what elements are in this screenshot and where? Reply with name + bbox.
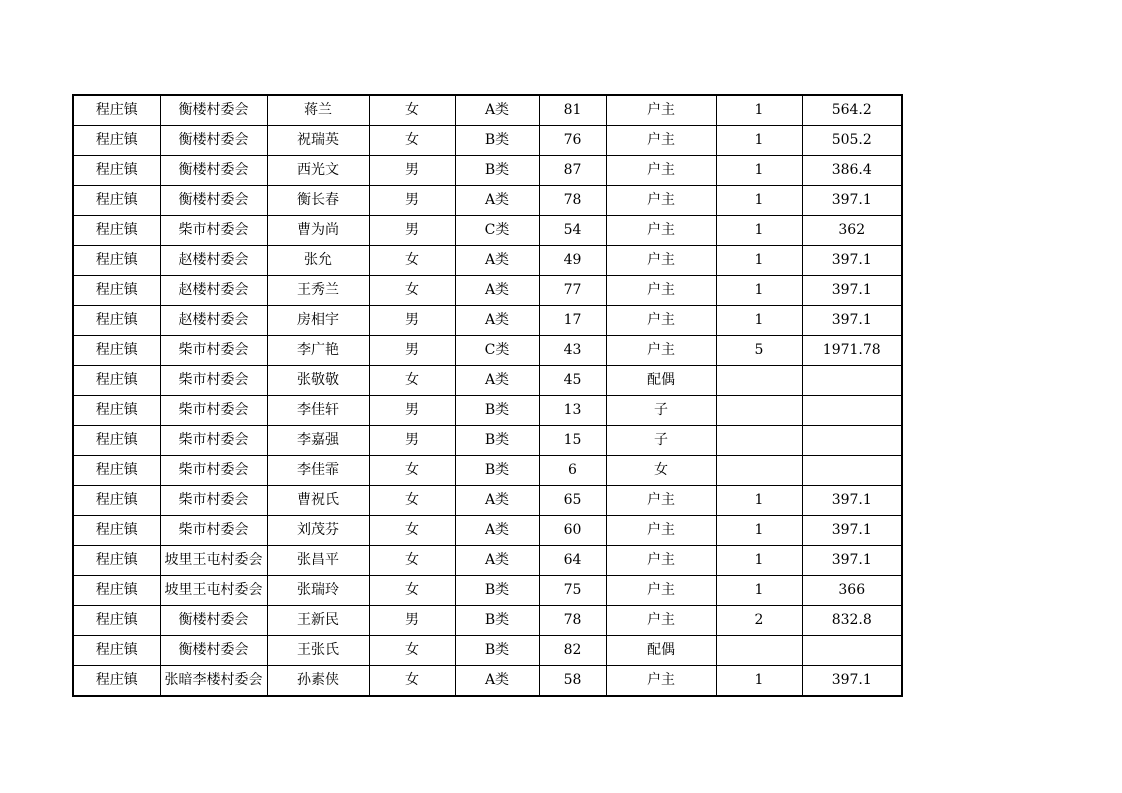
gender-cell: 女	[369, 576, 455, 606]
count-cell: 1	[716, 186, 802, 216]
age-cell: 75	[539, 576, 606, 606]
age-cell: 81	[539, 95, 606, 126]
relation-cell: 户主	[606, 666, 716, 697]
name-cell: 李嘉强	[267, 426, 369, 456]
relation-cell: 子	[606, 396, 716, 426]
count-cell: 1	[716, 546, 802, 576]
count-cell: 2	[716, 606, 802, 636]
gender-cell: 女	[369, 636, 455, 666]
gender-cell: 男	[369, 396, 455, 426]
village-cell: 柴市村委会	[160, 336, 267, 366]
relation-cell: 户主	[606, 276, 716, 306]
relation-cell: 户主	[606, 606, 716, 636]
relation-cell: 户主	[606, 546, 716, 576]
count-cell: 1	[716, 516, 802, 546]
category-cell: A类	[455, 95, 539, 126]
village-cell: 柴市村委会	[160, 396, 267, 426]
name-cell: 王新民	[267, 606, 369, 636]
amount-cell: 397.1	[802, 276, 902, 306]
table-row	[73, 486, 902, 516]
count-cell: 1	[716, 666, 802, 697]
table-body	[73, 95, 902, 696]
town-cell: 程庄镇	[73, 486, 160, 516]
count-cell	[716, 396, 802, 426]
relation-cell: 女	[606, 456, 716, 486]
name-cell: 衡长春	[267, 186, 369, 216]
name-cell: 张敬敬	[267, 366, 369, 396]
relation-cell: 户主	[606, 246, 716, 276]
name-cell: 曹为尚	[267, 216, 369, 246]
town-cell: 程庄镇	[73, 95, 160, 126]
village-cell: 衡楼村委会	[160, 186, 267, 216]
table-row	[73, 246, 902, 276]
town-cell: 程庄镇	[73, 336, 160, 366]
table-row	[73, 126, 902, 156]
amount-cell: 366	[802, 576, 902, 606]
table-row	[73, 396, 902, 426]
category-cell: A类	[455, 306, 539, 336]
town-cell: 程庄镇	[73, 276, 160, 306]
village-cell: 赵楼村委会	[160, 306, 267, 336]
town-cell: 程庄镇	[73, 156, 160, 186]
table-row	[73, 366, 902, 396]
town-cell: 程庄镇	[73, 366, 160, 396]
table-row	[73, 95, 902, 126]
town-cell: 程庄镇	[73, 126, 160, 156]
table-row	[73, 606, 902, 636]
count-cell: 1	[716, 156, 802, 186]
village-cell: 衡楼村委会	[160, 126, 267, 156]
amount-cell: 397.1	[802, 486, 902, 516]
table-row	[73, 336, 902, 366]
relation-cell: 户主	[606, 516, 716, 546]
category-cell: A类	[455, 486, 539, 516]
amount-cell: 362	[802, 216, 902, 246]
gender-cell: 女	[369, 516, 455, 546]
table-row	[73, 516, 902, 546]
age-cell: 13	[539, 396, 606, 426]
category-cell: A类	[455, 186, 539, 216]
age-cell: 87	[539, 156, 606, 186]
gender-cell: 男	[369, 186, 455, 216]
gender-cell: 女	[369, 126, 455, 156]
age-cell: 6	[539, 456, 606, 486]
gender-cell: 女	[369, 276, 455, 306]
age-cell: 15	[539, 426, 606, 456]
count-cell: 1	[716, 576, 802, 606]
age-cell: 43	[539, 336, 606, 366]
village-cell: 坡里王屯村委会	[160, 576, 267, 606]
town-cell: 程庄镇	[73, 186, 160, 216]
amount-cell	[802, 636, 902, 666]
relation-cell: 户主	[606, 156, 716, 186]
name-cell: 李佳霏	[267, 456, 369, 486]
relation-cell: 户主	[606, 576, 716, 606]
relation-cell: 户主	[606, 306, 716, 336]
table-row	[73, 576, 902, 606]
name-cell: 张瑞玲	[267, 576, 369, 606]
table-row	[73, 156, 902, 186]
relation-cell: 配偶	[606, 636, 716, 666]
table-row	[73, 276, 902, 306]
relation-cell: 户主	[606, 336, 716, 366]
count-cell	[716, 456, 802, 486]
relation-cell: 户主	[606, 486, 716, 516]
town-cell: 程庄镇	[73, 456, 160, 486]
name-cell: 王张氏	[267, 636, 369, 666]
gender-cell: 男	[369, 336, 455, 366]
gender-cell: 男	[369, 216, 455, 246]
gender-cell: 男	[369, 426, 455, 456]
amount-cell	[802, 456, 902, 486]
category-cell: B类	[455, 156, 539, 186]
town-cell: 程庄镇	[73, 246, 160, 276]
age-cell: 65	[539, 486, 606, 516]
category-cell: C类	[455, 216, 539, 246]
village-cell: 衡楼村委会	[160, 636, 267, 666]
name-cell: 西光文	[267, 156, 369, 186]
amount-cell: 832.8	[802, 606, 902, 636]
age-cell: 78	[539, 186, 606, 216]
gender-cell: 女	[369, 666, 455, 697]
table-row	[73, 306, 902, 336]
village-cell: 柴市村委会	[160, 426, 267, 456]
relation-cell: 子	[606, 426, 716, 456]
amount-cell: 397.1	[802, 186, 902, 216]
age-cell: 54	[539, 216, 606, 246]
name-cell: 李佳轩	[267, 396, 369, 426]
table-row	[73, 666, 902, 697]
name-cell: 王秀兰	[267, 276, 369, 306]
age-cell: 78	[539, 606, 606, 636]
gender-cell: 女	[369, 546, 455, 576]
village-cell: 张暗李楼村委会	[160, 666, 267, 697]
name-cell: 蒋兰	[267, 95, 369, 126]
name-cell: 孙素侠	[267, 666, 369, 697]
category-cell: B类	[455, 576, 539, 606]
gender-cell: 男	[369, 606, 455, 636]
relation-cell: 户主	[606, 95, 716, 126]
amount-cell: 1971.78	[802, 336, 902, 366]
town-cell: 程庄镇	[73, 606, 160, 636]
count-cell	[716, 426, 802, 456]
age-cell: 76	[539, 126, 606, 156]
name-cell: 张允	[267, 246, 369, 276]
age-cell: 45	[539, 366, 606, 396]
village-cell: 赵楼村委会	[160, 246, 267, 276]
name-cell: 曹祝氏	[267, 486, 369, 516]
village-cell: 衡楼村委会	[160, 95, 267, 126]
count-cell: 5	[716, 336, 802, 366]
table-row	[73, 426, 902, 456]
age-cell: 58	[539, 666, 606, 697]
table-row	[73, 636, 902, 666]
amount-cell	[802, 396, 902, 426]
town-cell: 程庄镇	[73, 216, 160, 246]
relation-cell: 户主	[606, 186, 716, 216]
count-cell	[716, 366, 802, 396]
amount-cell: 397.1	[802, 666, 902, 697]
category-cell: B类	[455, 456, 539, 486]
village-cell: 柴市村委会	[160, 366, 267, 396]
relation-cell: 配偶	[606, 366, 716, 396]
name-cell: 张昌平	[267, 546, 369, 576]
table-row	[73, 216, 902, 246]
town-cell: 程庄镇	[73, 576, 160, 606]
town-cell: 程庄镇	[73, 396, 160, 426]
village-cell: 柴市村委会	[160, 216, 267, 246]
village-cell: 赵楼村委会	[160, 276, 267, 306]
count-cell: 1	[716, 95, 802, 126]
gender-cell: 男	[369, 156, 455, 186]
data-table	[72, 94, 903, 697]
village-cell: 衡楼村委会	[160, 156, 267, 186]
name-cell: 祝瑞英	[267, 126, 369, 156]
count-cell: 1	[716, 216, 802, 246]
category-cell: A类	[455, 276, 539, 306]
town-cell: 程庄镇	[73, 666, 160, 697]
name-cell: 李广艳	[267, 336, 369, 366]
category-cell: B类	[455, 606, 539, 636]
table-row	[73, 546, 902, 576]
gender-cell: 女	[369, 366, 455, 396]
town-cell: 程庄镇	[73, 426, 160, 456]
category-cell: A类	[455, 516, 539, 546]
age-cell: 64	[539, 546, 606, 576]
amount-cell: 397.1	[802, 306, 902, 336]
category-cell: C类	[455, 336, 539, 366]
village-cell: 坡里王屯村委会	[160, 546, 267, 576]
category-cell: A类	[455, 666, 539, 697]
amount-cell	[802, 426, 902, 456]
town-cell: 程庄镇	[73, 516, 160, 546]
village-cell: 柴市村委会	[160, 516, 267, 546]
amount-cell: 397.1	[802, 516, 902, 546]
count-cell	[716, 636, 802, 666]
gender-cell: 女	[369, 486, 455, 516]
amount-cell	[802, 366, 902, 396]
gender-cell: 女	[369, 95, 455, 126]
age-cell: 60	[539, 516, 606, 546]
age-cell: 82	[539, 636, 606, 666]
category-cell: B类	[455, 126, 539, 156]
count-cell: 1	[716, 126, 802, 156]
table-row	[73, 456, 902, 486]
age-cell: 77	[539, 276, 606, 306]
category-cell: B类	[455, 636, 539, 666]
village-cell: 衡楼村委会	[160, 606, 267, 636]
count-cell: 1	[716, 306, 802, 336]
town-cell: 程庄镇	[73, 636, 160, 666]
amount-cell: 397.1	[802, 246, 902, 276]
amount-cell: 505.2	[802, 126, 902, 156]
category-cell: A类	[455, 366, 539, 396]
amount-cell: 386.4	[802, 156, 902, 186]
relation-cell: 户主	[606, 126, 716, 156]
count-cell: 1	[716, 246, 802, 276]
category-cell: B类	[455, 396, 539, 426]
town-cell: 程庄镇	[73, 546, 160, 576]
gender-cell: 女	[369, 456, 455, 486]
gender-cell: 女	[369, 246, 455, 276]
count-cell: 1	[716, 486, 802, 516]
age-cell: 49	[539, 246, 606, 276]
table-row	[73, 186, 902, 216]
name-cell: 刘茂芬	[267, 516, 369, 546]
name-cell: 房相宇	[267, 306, 369, 336]
village-cell: 柴市村委会	[160, 486, 267, 516]
category-cell: B类	[455, 426, 539, 456]
amount-cell: 397.1	[802, 546, 902, 576]
gender-cell: 男	[369, 306, 455, 336]
relation-cell: 户主	[606, 216, 716, 246]
age-cell: 17	[539, 306, 606, 336]
amount-cell: 564.2	[802, 95, 902, 126]
category-cell: A类	[455, 546, 539, 576]
count-cell: 1	[716, 276, 802, 306]
town-cell: 程庄镇	[73, 306, 160, 336]
category-cell: A类	[455, 246, 539, 276]
village-cell: 柴市村委会	[160, 456, 267, 486]
